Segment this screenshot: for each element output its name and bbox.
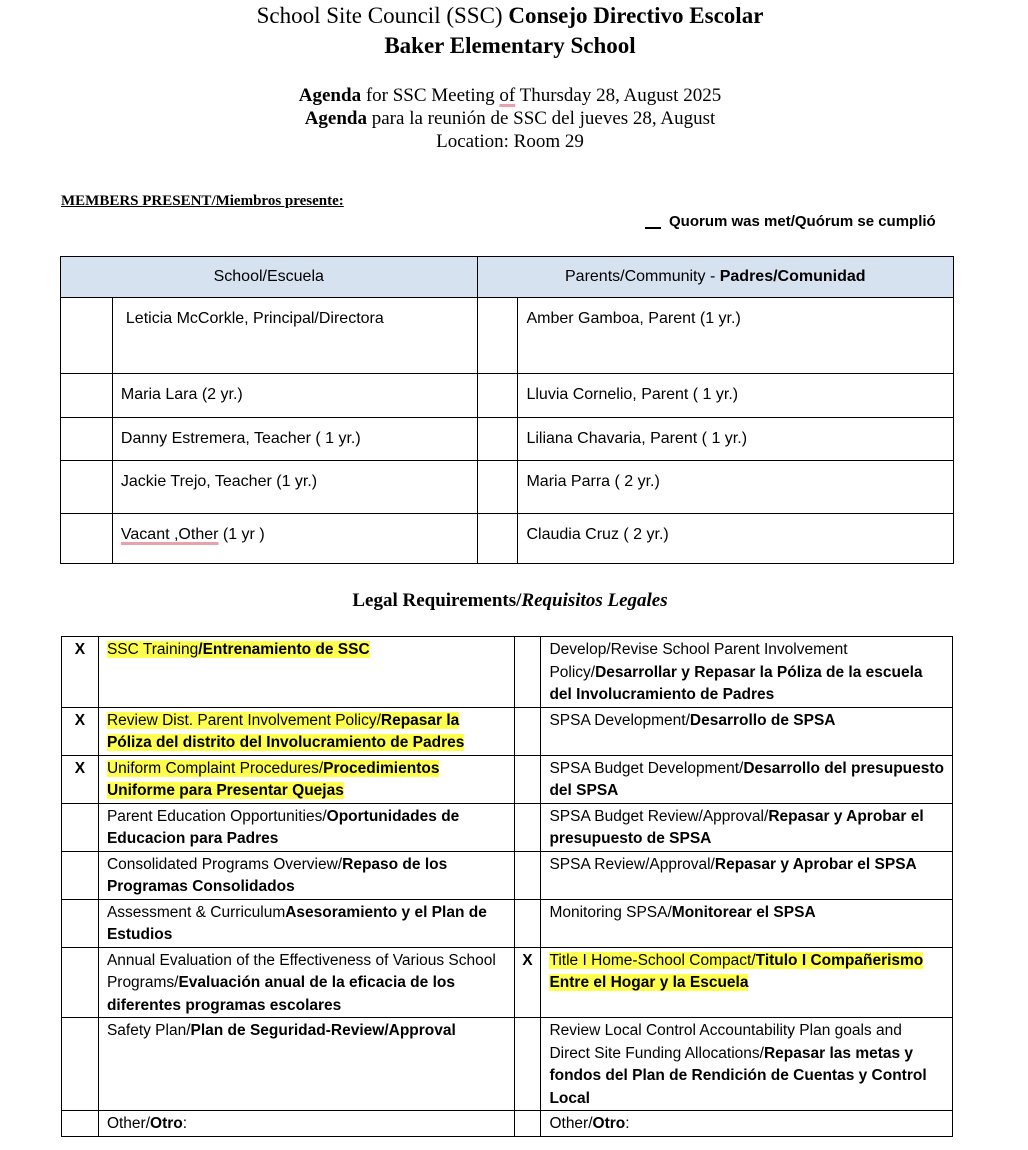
item-english: SSC Training	[106, 641, 199, 658]
item-english: Review Dist. Parent Involvement Policy/	[106, 711, 381, 729]
members-row	[61, 514, 954, 564]
location: Location: Room 29	[436, 131, 584, 152]
attendance-box[interactable]	[477, 418, 518, 461]
legal-row	[62, 899, 953, 947]
legal-row	[62, 947, 953, 1018]
legal-item	[541, 899, 953, 947]
attendance-box[interactable]	[477, 374, 518, 418]
item-spanish: Desarrollo del presupuesto del SPSA	[549, 759, 945, 799]
member-name: Amber Gamboa, Parent (1 yr.)	[518, 298, 954, 374]
members-row	[61, 298, 954, 374]
item-english: Consolidated Programs Overview/	[106, 855, 343, 873]
item-english: Monitoring SPSA/	[549, 903, 672, 921]
item-english: SPSA Development/	[549, 711, 690, 729]
attendance-box[interactable]	[61, 461, 113, 514]
legal-row	[62, 803, 953, 851]
item-spanish: Repasar las metas y fondos del Plan de Rendición de Cuentas y Control Local	[549, 1044, 927, 1107]
legal-item	[98, 803, 514, 851]
attendance-box[interactable]	[61, 514, 113, 564]
members-row	[61, 461, 954, 514]
item-english: Title I Home-School Compact/	[549, 951, 756, 969]
agenda-en-date: Thursday 28, August 2025	[515, 85, 722, 106]
checkmark-box[interactable]	[514, 899, 541, 947]
legal-item	[541, 755, 953, 803]
legal-row	[62, 851, 953, 899]
checkmark-box[interactable]	[62, 803, 99, 851]
item-english: SPSA Budget Development/	[549, 759, 744, 777]
checkmark-box[interactable]: X	[514, 947, 541, 1018]
member-name: Liliana Chavaria, Parent ( 1 yr.)	[518, 418, 954, 461]
legal-item	[541, 851, 953, 899]
parents-column-header	[477, 257, 953, 298]
member-name: Claudia Cruz ( 2 yr.)	[518, 514, 954, 564]
agenda-en-label: Agenda	[298, 85, 362, 106]
agenda-es-text: para la reunión de SSC del jueves 28, August	[367, 108, 716, 129]
parents-header-text: Parents/Community -	[565, 268, 720, 285]
item-english: SPSA Review/Approval/	[549, 855, 715, 873]
item-spanish: Otro	[592, 1115, 626, 1132]
legal-title-english: Legal Requirements/	[352, 590, 522, 611]
item-tail: :	[625, 1115, 630, 1132]
legal-item	[541, 1018, 953, 1111]
item-spanish: Otro	[150, 1115, 183, 1132]
members-present-label: MEMBERS PRESENT/Miembros presente:	[61, 193, 344, 209]
item-spanish: Repasar la Póliza del distrito del Involucramiento de Padres	[106, 711, 465, 751]
checkmark-box[interactable]	[62, 1111, 99, 1137]
item-spanish: Repasar y Aprobar el SPSA	[714, 855, 917, 873]
title-english: School Site Council (SSC)	[256, 3, 509, 28]
item-spanish: Asesoramiento y el Plan de Estudios	[106, 903, 487, 943]
school-name: Baker Elementary School	[384, 33, 636, 58]
attendance-box[interactable]	[61, 418, 113, 461]
legal-item	[98, 1111, 514, 1137]
legal-row	[62, 707, 953, 755]
checkmark-box[interactable]	[62, 899, 99, 947]
legal-item	[98, 1018, 514, 1111]
checkmark-box[interactable]	[514, 803, 541, 851]
item-spanish: Plan de Seguridad-Review/Approval	[190, 1022, 456, 1039]
item-english: Other/	[106, 1115, 151, 1132]
checkmark-box[interactable]	[62, 1018, 99, 1111]
item-tail: :	[182, 1115, 188, 1132]
legal-item	[98, 899, 514, 947]
item-english: Review Local Control Accountability Plan goals and Direct Site Funding Allocations/	[549, 1022, 902, 1062]
item-english: Annual Evaluation of the Effectiveness of Various School Programs/	[106, 951, 496, 991]
quorum-line	[645, 213, 936, 230]
attendance-box[interactable]	[61, 374, 113, 418]
spellcheck-flag: of	[499, 85, 516, 106]
checkmark-box[interactable]	[514, 851, 541, 899]
item-spanish: Monitorear el SPSA	[671, 903, 816, 921]
title-spanish: Consejo Directivo Escolar	[508, 3, 764, 28]
item-spanish: Evaluación anual de la eficacia de los diferentes programas escolares	[106, 974, 455, 1014]
legal-row	[62, 637, 953, 708]
legal-row	[62, 1111, 953, 1137]
quorum-blank[interactable]	[645, 217, 661, 229]
members-row	[61, 418, 954, 461]
legal-title-spanish: Requisitos Legales	[521, 590, 668, 611]
legal-requirements-title	[0, 590, 1020, 612]
member-name: Jackie Trejo, Teacher (1 yr.)	[112, 461, 477, 514]
checkmark-box[interactable]	[514, 1111, 541, 1137]
checkmark-box[interactable]	[62, 947, 99, 1018]
item-english: Other/	[549, 1115, 593, 1132]
legal-item	[541, 637, 953, 708]
item-english: Uniform Complaint Procedures/	[106, 759, 324, 777]
checkmark-box[interactable]	[514, 755, 541, 803]
quorum-label: Quorum was met/Quórum se cumplió	[669, 213, 936, 230]
council-title	[0, 2, 1020, 29]
legal-item	[541, 803, 953, 851]
member-name: Danny Estremera, Teacher ( 1 yr.)	[112, 418, 477, 461]
legal-item	[541, 947, 953, 1018]
item-english: Develop/Revise School Parent Involvement Policy/	[549, 641, 848, 681]
item-spanish: Procedimientos Uniforme para Presentar Quejas	[106, 759, 440, 799]
legal-requirements-table	[61, 636, 953, 1137]
item-english: SPSA Budget Review/Approval/	[549, 807, 769, 825]
vacant-seat: Vacant ,Other	[120, 526, 219, 543]
item-spanish: Titulo I Compañerismo Entre el Hogar y la Escuela	[549, 951, 924, 991]
attendance-box[interactable]	[477, 298, 518, 374]
school-column-header: School/Escuela	[61, 257, 478, 298]
checkmark-box[interactable]	[62, 851, 99, 899]
item-spanish: Oportunidades de Educacion para Padres	[106, 807, 460, 847]
legal-item	[541, 1111, 953, 1137]
item-spanish: Repasar y Aprobar el presupuesto de SPSA	[549, 807, 924, 847]
attendance-box[interactable]	[61, 298, 113, 374]
item-english: Safety Plan/	[106, 1022, 191, 1039]
item-spanish: Desarrollar y Repasar la Póliza de la escuela del Involucramiento de Padres	[549, 663, 923, 703]
checkmark-box[interactable]	[514, 707, 541, 755]
checkmark-box[interactable]: X	[62, 707, 99, 755]
agenda-es-label: Agenda	[304, 108, 367, 129]
members-row	[61, 374, 954, 418]
item-spanish: /Entrenamiento de SSC	[198, 641, 370, 658]
member-name	[112, 514, 477, 564]
legal-item	[98, 851, 514, 899]
members-header-row	[61, 257, 954, 298]
legal-item	[98, 755, 514, 803]
agenda-en-text: for SSC Meeting	[361, 85, 500, 106]
legal-item	[98, 637, 514, 708]
agenda-english	[0, 84, 1020, 107]
legal-item	[98, 947, 514, 1018]
vacant-term: (1 yr )	[218, 526, 265, 543]
checkmark-box[interactable]: X	[62, 637, 99, 708]
item-spanish: Desarrollo de SPSA	[689, 711, 836, 729]
item-english: Parent Education Opportunities/	[106, 807, 327, 825]
member-name: Maria Lara (2 yr.)	[112, 374, 477, 418]
checkmark-box[interactable]	[514, 1018, 541, 1111]
legal-item	[541, 707, 953, 755]
parents-header-bold: Padres/Comunidad	[719, 268, 866, 285]
legal-item	[98, 707, 514, 755]
member-name: Maria Parra ( 2 yr.)	[518, 461, 954, 514]
checkmark-box[interactable]	[514, 637, 541, 708]
member-name: Lluvia Cornelio, Parent ( 1 yr.)	[518, 374, 954, 418]
attendance-box[interactable]	[477, 461, 518, 514]
attendance-box[interactable]	[477, 514, 518, 564]
agenda-spanish	[0, 107, 1020, 130]
member-name: Leticia McCorkle, Principal/Directora	[112, 298, 477, 374]
item-spanish: Repaso de los Programas Consolidados	[106, 855, 448, 895]
legal-row	[62, 1018, 953, 1111]
legal-row	[62, 755, 953, 803]
checkmark-box[interactable]: X	[62, 755, 99, 803]
item-english: Assessment & Curriculum	[106, 903, 286, 921]
members-table	[60, 256, 954, 564]
